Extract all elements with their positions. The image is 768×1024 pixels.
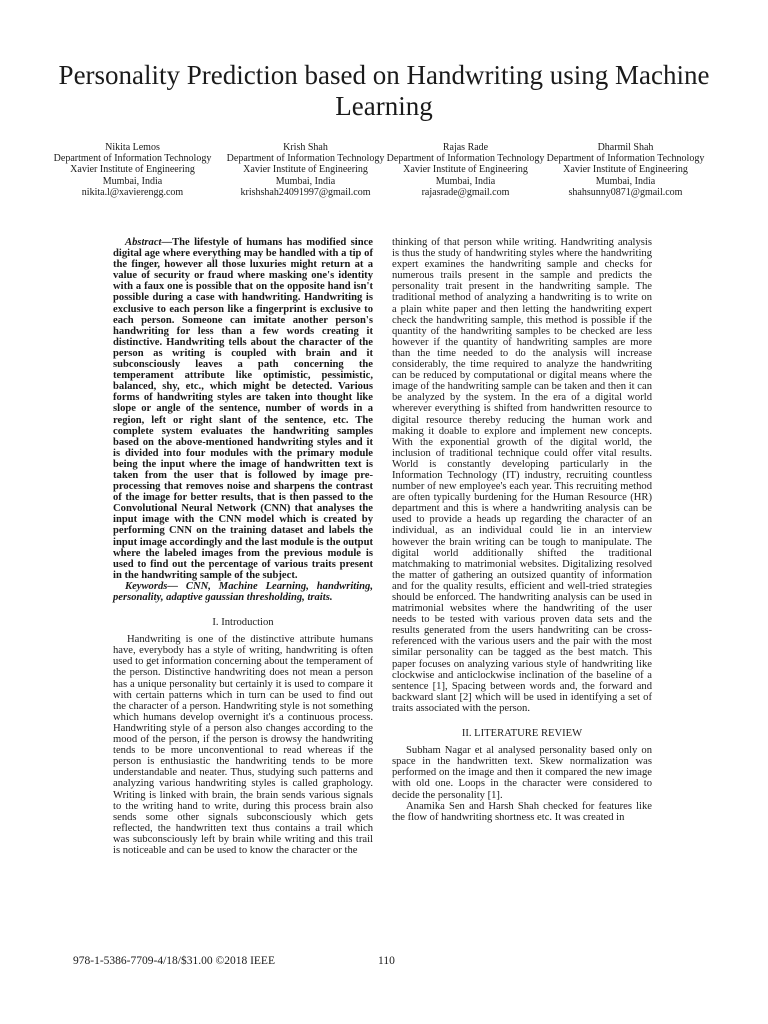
left-column [113, 237, 373, 856]
author-inst: Xavier Institute of Engineering [70, 164, 195, 176]
author-email: krishshah24091997@gmail.com [240, 186, 371, 198]
author-email: rajasrade@gmail.com [421, 186, 510, 198]
section-heading-literature-review: II. LITERATURE REVIEW [461, 728, 583, 740]
author-dept: Department of Information Technology [386, 153, 545, 165]
author-1 [45, 142, 220, 198]
author-inst: Xavier Institute of Engineering [563, 164, 688, 176]
author-email: nikita.l@xavierengg.com [81, 186, 184, 198]
footer-isbn: 978-1-5386-7709-4/18/$31.00 ©2018 IEEE [73, 955, 275, 967]
abstract [113, 237, 373, 581]
keywords-text: CNN, Machine Learning, handwriting, personality, adaptive gaussian thresholding, traits. [113, 580, 373, 603]
author-city: Mumbai, India [435, 175, 496, 187]
author-email: shahsunny0871@gmail.com [568, 186, 683, 198]
abstract-lead: Abstract [125, 237, 162, 248]
author-inst: Xavier Institute of Engineering [403, 164, 528, 176]
author-city: Mumbai, India [595, 175, 656, 187]
author-4 [538, 142, 713, 198]
author-dept: Department of Information Technology [546, 153, 705, 165]
right-column [392, 237, 652, 823]
author-city: Mumbai, India [275, 175, 336, 187]
page-number: 110 [378, 955, 395, 967]
author-inst: Xavier Institute of Engineering [243, 164, 368, 176]
author-dept: Department of Information Technology [226, 153, 385, 165]
literature-paragraph-1: Subham Nagar et al analysed personality based only on space in the handwritten text. Skew normalization was performed on the image and then it compared the new image with old one. Loops in the character were considered to decide the personality [1]. [392, 745, 652, 801]
author-name: Krish Shah [283, 142, 328, 153]
keywords-lead: Keywords— [125, 580, 178, 592]
literature-paragraph-2: Anamika Sen and Harsh Shah checked for features like the flow of handwriting shortness etc. It was created in [392, 800, 652, 823]
introduction-paragraph: Handwriting is one of the distinctive attribute humans have, everybody has a style of writing, handwriting is often used to get information concerning about the temperament of the person. Distinctive handwriting does not mean a person has a unique personality but certainly it is used to compare it with certain patterns which in turn can be used to find out the character of a person. Handwriting style is not something which humans develop overnight it's a continuous process. Handwriting style of a person also changes according to the mood of the person, if the person is drowsy the handwriting tends to be more unconventional to read whereas if the person is enthusiastic the handwriting tends to be more understandable and neater. Thus, studying such patterns and analyzing various handwriting styles is called graphology. Writing is linked with brain, the brain sends various signals to the writing hand to write, during this process brain also sends some other signals subconsciously which gets reflected, the handwritten text thus contains a trail which was subconsciously left by brain while writing and this trail is noticeable and can be used to know the character or the [113, 634, 373, 856]
author-name: Rajas Rade [442, 142, 489, 153]
keywords [113, 581, 373, 603]
author-city: Mumbai, India [102, 175, 163, 187]
author-name: Dharmil Shah [597, 142, 654, 153]
author-name: Nikita Lemos [105, 142, 160, 153]
paper-title: Personality Prediction based on Handwriting using Machine Learning [58, 60, 710, 121]
author-dept: Department of Information Technology [53, 153, 212, 165]
introduction-continued-paragraph: thinking of that person while writing. Handwriting analysis is thus the study of handwriting styles where the handwriting expert examines the handwriting sample and checks for numerous trails present in the sample and predicts the personality trait present in the handwriting sample. The traditional method of analyzing a handwriting is to write on a plain white paper and then letting the handwriting expert check the handwriting sample, this method is possible if the quantity of the handwriting samples to be checked are less however if the quantity of handwriting samples are more than the time needed to do the analysis will increase considerably, the time required to analyze the handwriting can be reduced by computational or digital means where the image of the handwriting sample can be taken and then it can be analyzed by the system. In the era of a digital world wherever everything is shifted from handwritten resource to digital resource thereby reducing the human work and making it doable to explore and implement new concepts. With the exponential growth of the digital world, the inclusion of traditional technique could offer vital results. World is constantly developing particularly in the Information Technology (IT) industry, recruiting countless number of new employee's each year. This recruiting method are often typically burdening for the Human Resource (HR) department and this is where a handwriting analysis can be used to provide a heads up regarding the character of an individual, as an individual could lie in an interview however the brain writing can be tough to manipulate. The digital world additionally shifted the traditional matchmaking to matrimonial websites. Digitalizing resolved the matter of gathering an outsized quantity of information and for the quality results, efficient and well-tried strategies should be enforced. The handwriting analysis can be used in matrimonial websites where the handwriting of the user needs to be tested with various proven data sets and the results generated from the users handwriting can be cross-referenced with the various users and the pair with the most similar personality can be tagged as the best match. This paper focuses on analyzing various style of handwriting like clockwise and anticlockwise inclination of the baseline of a sentence [1], Spacing between words and, the forward and backward slant [2] which will be used in identifying a set of traits associated with the person. [392, 237, 652, 714]
abstract-text: —The lifestyle of humans has modified since digital age where everything may be handled with a tip of the finger, however all those luxuries might return at a value of security or fraud where masking one's identity with a faux one is possible that on the opposite hand isn't possible during a case with handwriting. Handwriting is exclusive to each person like a fingerprint is exclusive to each person. Someone can imitate another person's handwriting for less than a few words creating it distinctive. Handwriting tells about the character of the person as writing is coupled with brain and it subconsciously leaves a path concerning the temperament attribute like optimistic, pessimistic, balanced, shy, etc., which might be detected. Various forms of handwriting styles are taken into thought like slope or angle of the sentence, number of words in a region, left or right slant of the sentence, etc. The complete system evaluates the handwriting samples based on the above-mentioned handwriting styles and it is divided into four modules with the primary module being the input where the image of handwritten text is taken from the user that is followed by image pre-processing that removes noise and sharpens the contrast of the image for better results, that is then passed to the Convolutional Neural Network (CNN) that analyses the input image with the CNN model which is created by performing CNN on the training dataset and labels the input image accordingly and the last module is the output where the labeled images from the previous module is used to find out the percentage of various traits present in the handwriting sample of the subject. [113, 237, 373, 581]
section-heading-introduction: I. Introduction [212, 617, 274, 629]
author-3 [378, 142, 553, 198]
author-2 [218, 142, 393, 198]
